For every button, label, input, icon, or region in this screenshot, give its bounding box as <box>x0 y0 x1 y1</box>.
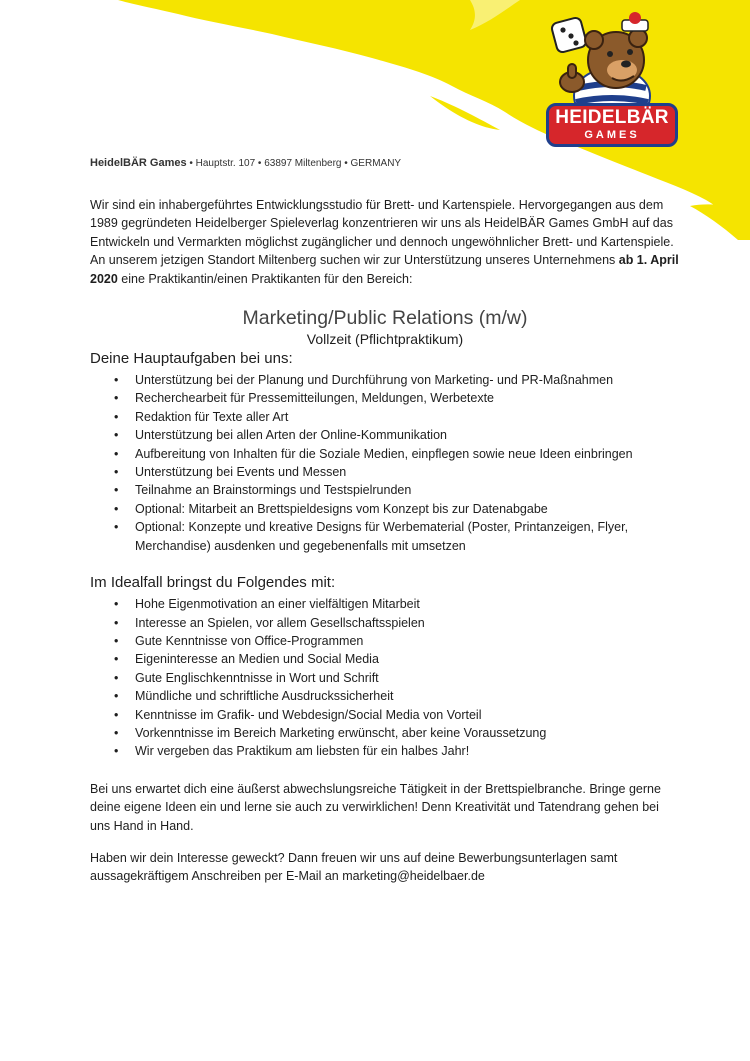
contact-email: marketing@heidelbaer.de <box>342 869 485 884</box>
intro-paragraph <box>90 196 680 288</box>
intro-text-end: eine Praktikantin/einen Praktikanten für den Bereich: <box>117 271 413 286</box>
company-address <box>90 157 401 169</box>
closing-paragraph: Bei uns erwartet dich eine äußerst abwechslungsreiche Tätigkeit in der Brettspielbranche. Bringe gerne deine eigene Ideen ein und lerne sie auch zu verwirklichen! Denn Kreativität und Tatendrang gehen bei uns Hand in Hand. <box>90 781 661 833</box>
list-item: • Redaktion für Texte aller Art <box>90 408 680 426</box>
intro-text: Wir sind ein inhabergeführtes Entwicklungsstudio für Brett- und Kartenspiele. Hervorgegangen aus dem 1989 gegründeten Heidelberger Spieleverlag konzentrieren wir uns als HeidelBÄR Games GmbH auf das Entwickeln und Vermarkten möglichst zugänglicher und dennoch ungewöhnlicher Brett- und Kartenspiele. An unserem jetzigen Standort Miltenberg suchen wir zur Unterstützung unseres Unternehmens <box>90 198 674 268</box>
list-item: • Unterstützung bei der Planung und Durchführung von Marketing- und PR-Maßnahmen <box>90 371 680 389</box>
list-item: • Gute Englischkenntnisse in Wort und Schrift <box>90 669 680 687</box>
logo-wordmark <box>546 103 678 147</box>
application-paragraph <box>90 849 680 886</box>
list-item: • Unterstützung bei Events und Messen <box>90 463 680 481</box>
list-item: • Vorkenntnisse im Bereich Marketing erwünscht, aber keine Voraussetzung <box>90 724 680 742</box>
list-item: • Wir vergeben das Praktikum am liebsten für ein halbes Jahr! <box>90 742 680 760</box>
list-item: • Optional: Konzepte und kreative Designs für Werbematerial (Poster, Printanzeigen, Flyer, Merchandise) ausdenken und gegebenenfalls mit umsetzen <box>90 518 680 555</box>
address-details: • Hauptstr. 107 • 63897 Miltenberg • GERMANY <box>186 158 402 169</box>
list-item: • Eigeninteresse an Medien und Social Media <box>90 650 680 668</box>
job-subtitle: Vollzeit (Pflichtpraktikum) <box>306 331 464 348</box>
start-date: ab 1. April 2020 <box>90 253 679 286</box>
requirements-list <box>90 595 680 761</box>
list-item: • Hohe Eigenmotivation an einer vielfältigen Mitarbeit <box>90 595 680 613</box>
tasks-list <box>90 371 680 555</box>
list-item: • Interesse an Spielen, vor allem Gesellschaftsspielen <box>90 614 680 632</box>
logo-name: HEIDELBÄR <box>555 107 669 128</box>
list-item: • Gute Kenntnisse von Office-Programmen <box>90 632 680 650</box>
tasks-heading: Deine Hauptaufgaben bei uns: <box>90 350 293 368</box>
requirements-heading: Im Idealfall bringst du Folgendes mit: <box>90 574 336 592</box>
list-item: • Aufbereitung von Inhalten für die Soziale Medien, einpflegen sowie neue Ideen einbringen <box>90 445 680 463</box>
logo-subtitle: GAMES <box>584 129 640 141</box>
list-item: • Recherchearbeit für Pressemitteilungen, Meldungen, Werbetexte <box>90 389 680 407</box>
list-item: • Kenntnisse im Grafik- und Webdesign/Social Media von Vorteil <box>90 706 680 724</box>
company-name: HeidelBÄR Games <box>90 157 187 169</box>
list-item: • Teilnahme an Brainstormings und Testspielrunden <box>90 481 680 499</box>
list-item: • Mündliche und schriftliche Ausdruckssicherheit <box>90 687 680 705</box>
list-item: • Optional: Mitarbeit an Brettspieldesigns vom Konzept bis zur Datenabgabe <box>90 500 680 518</box>
application-text: Haben wir dein Interesse geweckt? Dann freuen wir uns auf deine Bewerbungsunterlagen samt aussagekräftigem Anschreiben per E-Mail an <box>90 850 618 884</box>
job-posting-body <box>90 196 680 886</box>
list-item: • Unterstützung bei allen Arten der Online-Kommunikation <box>90 426 680 444</box>
job-title: Marketing/Public Relations (m/w) <box>242 307 528 330</box>
